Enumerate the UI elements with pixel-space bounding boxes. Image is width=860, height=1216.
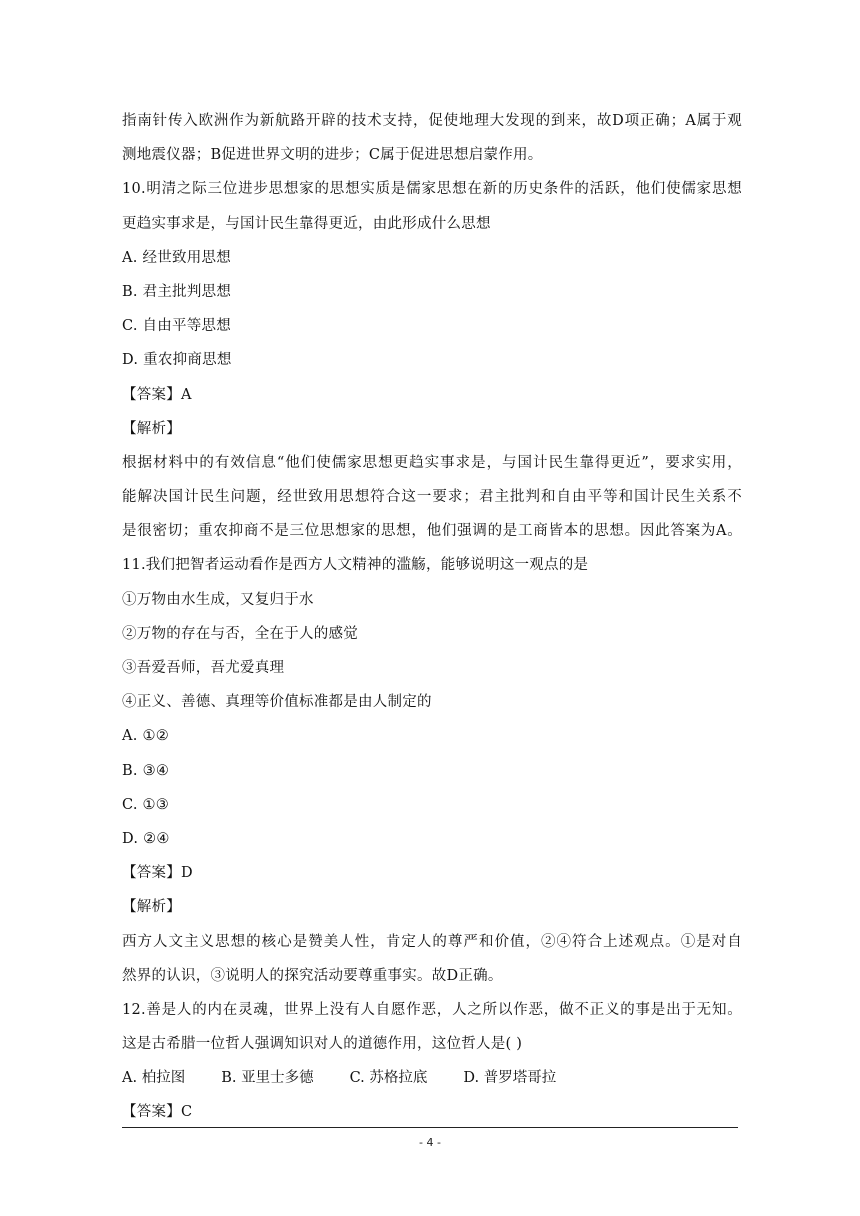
- page-content: [122, 104, 742, 1130]
- question-10-option-a: A. 经世致用思想: [122, 249, 231, 266]
- question-11-option-d: D. ②④: [122, 830, 170, 847]
- question-10-option-c: C. 自由平等思想: [122, 318, 232, 335]
- question-12-stem: 这是古希腊一位哲人强调知识对人的道德作用，这位哲人是( ): [122, 1036, 523, 1053]
- question-11-analysis: 西方人文主义思想的核心是赞美人性，肯定人的尊严和价值，②④符合上述观点。①是对自: [122, 933, 742, 950]
- question-11-statement-2: ②万物的存在与否，全在于人的感觉: [122, 625, 358, 642]
- question-10-analysis: 根据材料中的有效信息“他们使儒家思想更趋实事求是，与国计民生靠得更近”，要求实用，: [122, 454, 742, 471]
- question-10-stem: 10.明清之际三位进步思想家的思想实质是儒家思想在新的历史条件的活跃，他们使儒家思想: [122, 181, 742, 198]
- question-12-answer: 【答案】C: [122, 1104, 193, 1121]
- question-11-option-b: B. ③④: [122, 762, 170, 779]
- question-10-option-d: D. 重农抑商思想: [122, 352, 232, 369]
- footer-divider: [122, 1127, 738, 1128]
- question-12-option-a: A. 柏拉图: [122, 1070, 186, 1087]
- question-12-stem: 12.善是人的内在灵魂，世界上没有人自愿作恶，人之所以作恶，做不正义的事是出于无知。: [122, 1001, 742, 1018]
- question-11-stem: 11.我们把智者运动看作是西方人文精神的滥觞，能够说明这一观点的是: [122, 557, 589, 574]
- question-10-option-b: B. 君主批判思想: [122, 283, 232, 300]
- question-11-analysis-label: 【解析】: [122, 899, 181, 916]
- question-11-answer: 【答案】D: [122, 865, 193, 882]
- question-11-statement-1: ①万物由水生成，又复归于水: [122, 591, 314, 608]
- question-12-option-d: D. 普罗塔哥拉: [463, 1070, 557, 1087]
- question-10-analysis: 能解决国计民生问题，经世致用思想符合这一要求；君主批判和自由平等和国计民生关系不: [122, 489, 742, 506]
- question-10-stem: 更趋实事求是，与国计民生靠得更近，由此形成什么思想: [122, 215, 491, 232]
- question-12-option-c: C. 苏格拉底: [349, 1070, 428, 1087]
- question-11-statement-4: ④正义、善德、真理等价值标准都是由人制定的: [122, 694, 432, 711]
- question-11-statement-3: ③吾爱吾师，吾尤爱真理: [122, 660, 285, 676]
- question-11-option-a: A. ①②: [122, 728, 169, 745]
- text-line: 指南针传入欧洲作为新航路开辟的技术支持，促使地理大发现的到来，故D项正确；A属于观: [122, 113, 742, 129]
- question-10-analysis: 是很密切；重农抑商不是三位思想家的思想，他们强调的是工商皆本的思想。因此答案为A。: [122, 523, 742, 540]
- text-line: 测地震仪器；B促进世界文明的进步；C属于促进思想启蒙作用。: [122, 147, 543, 164]
- question-11-option-c: C. ①③: [122, 796, 170, 813]
- question-11-analysis: 然界的认识，③说明人的探究活动要尊重事实。故D正确。: [122, 967, 503, 984]
- question-12-option-b: B. 亚里士多德: [221, 1070, 314, 1087]
- question-10-analysis-label: 【解析】: [122, 420, 181, 437]
- page-number: - 4 -: [419, 1136, 441, 1149]
- question-10-answer: 【答案】A: [122, 386, 192, 403]
- question-12-options: [122, 1061, 742, 1095]
